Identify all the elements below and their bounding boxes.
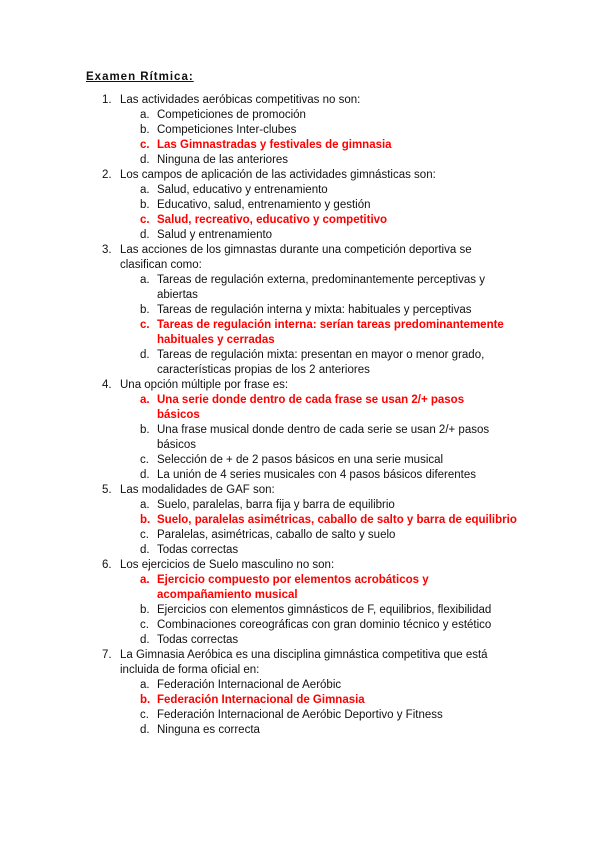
option-correct [120, 318, 507, 348]
option-letter: c. [140, 139, 150, 151]
question-number: 6. [102, 559, 112, 571]
question-number: 5. [102, 484, 112, 496]
option-letter: d. [140, 634, 150, 646]
option-text: Todas correctas [157, 544, 239, 556]
option-letter: c. [140, 214, 150, 226]
option [120, 228, 507, 243]
option-text: Paralelas, asimétricas, caballo de salto y suelo [157, 529, 396, 541]
option-letter: a. [140, 499, 150, 511]
option-letter: d. [140, 724, 150, 736]
option-text: La unión de 4 series musicales con 4 pasos básicos diferentes [157, 469, 476, 481]
option [120, 498, 507, 513]
option-text: Educativo, salud, entrenamiento y gestión [157, 199, 371, 211]
question-number: 3. [102, 244, 112, 256]
option [120, 453, 507, 468]
option-correct [120, 573, 507, 603]
option-text: Tareas de regulación externa, predominantemente perceptivas y abiertas [157, 274, 485, 301]
option-text: Tareas de regulación interna y mixta: habituales y perceptivas [157, 304, 472, 316]
option-text: Salud y entrenamiento [157, 229, 273, 241]
question-6 [0, 558, 515, 648]
question-3 [0, 243, 515, 378]
question-number: 1. [102, 94, 112, 106]
option-letter: b. [140, 694, 151, 706]
option-letter: a. [140, 574, 150, 586]
option-letter: a. [140, 679, 150, 691]
question-number: 7. [102, 649, 112, 661]
question-number: 4. [102, 379, 112, 391]
option-letter: c. [140, 319, 150, 331]
option [120, 183, 507, 198]
question-text: Las modalidades de GAF son: [120, 484, 275, 496]
option [120, 348, 507, 378]
option [120, 543, 507, 558]
option-text: Federación Internacional de Gimnasia [157, 694, 365, 706]
option-text: Una serie donde dentro de cada frase se usan 2/+ pasos básicos [157, 394, 465, 421]
option-list [120, 183, 515, 243]
option-text: Tareas de regulación interna: serían tareas predominantemente habituales y cerradas [157, 319, 504, 346]
option [120, 633, 507, 648]
option-letter: c. [140, 454, 149, 466]
option [120, 108, 507, 123]
option-text: Todas correctas [157, 634, 239, 646]
option-list [120, 108, 515, 168]
option [120, 723, 507, 738]
option-text: Combinaciones coreográficas con gran dominio técnico y estético [157, 619, 492, 631]
option [120, 198, 507, 213]
option-letter: b. [140, 514, 151, 526]
option-list [120, 678, 515, 738]
option-letter: d. [140, 469, 150, 481]
option-text: Suelo, paralelas asimétricas, caballo de salto y barra de equilibrio [157, 514, 517, 526]
option-letter: a. [140, 109, 150, 121]
option [120, 423, 507, 453]
option [120, 303, 507, 318]
option-text: Selección de + de 2 pasos básicos en una serie musical [157, 454, 444, 466]
option-text: Ninguna es correcta [157, 724, 260, 736]
option-letter: b. [140, 304, 150, 316]
option-letter: b. [140, 604, 150, 616]
option-text: Competiciones Inter-clubes [157, 124, 297, 136]
option-list [120, 393, 515, 483]
question-4 [0, 378, 515, 483]
question-list [0, 93, 600, 738]
option-correct [120, 693, 507, 708]
option-letter: d. [140, 544, 150, 556]
question-7 [0, 648, 515, 738]
option [120, 678, 507, 693]
option-correct [120, 513, 517, 528]
question-text: Las acciones de los gimnastas durante una competición deportiva se clasifican como: [120, 244, 472, 271]
option-text: Ejercicios con elementos gimnásticos de F, equilibrios, flexibilidad [157, 604, 492, 616]
option-text: Salud, recreativo, educativo y competitivo [157, 214, 388, 226]
option [120, 468, 507, 483]
option-letter: b. [140, 124, 150, 136]
question-number: 2. [102, 169, 112, 181]
question-5 [0, 483, 515, 558]
question-2 [0, 168, 515, 243]
option [120, 708, 507, 723]
option-letter: a. [140, 394, 150, 406]
question-text: La Gimnasia Aeróbica es una disciplina gimnástica competitiva que está incluida de forma oficial en: [120, 649, 488, 676]
question-text: Los campos de aplicación de las actividades gimnásticas son: [120, 169, 436, 181]
option [120, 618, 507, 633]
question-1 [0, 93, 515, 168]
option-list [120, 573, 515, 648]
option-text: Salud, educativo y entrenamiento [157, 184, 328, 196]
option-letter: c. [140, 619, 149, 631]
option-text: Federación Internacional de Aeróbic [157, 679, 342, 691]
option-text: Tareas de regulación mixta: presentan en mayor o menor grado, características propias de los 2 anteriores [157, 349, 485, 376]
option-correct [120, 213, 507, 228]
option [120, 603, 507, 618]
option [120, 123, 507, 138]
option-text: Suelo, paralelas, barra fija y barra de equilibrio [157, 499, 395, 511]
option [120, 273, 507, 303]
option [120, 153, 507, 168]
option-text: Ninguna de las anteriores [157, 154, 289, 166]
option-list [120, 273, 515, 378]
question-text: Las actividades aeróbicas competitivas no son: [120, 94, 361, 106]
option-letter: a. [140, 184, 150, 196]
option-letter: d. [140, 154, 150, 166]
option-letter: b. [140, 199, 150, 211]
option [120, 528, 507, 543]
option-list [120, 498, 515, 558]
option-letter: a. [140, 274, 150, 286]
question-text: Una opción múltiple por frase es: [120, 379, 289, 391]
option-text: Las Gimnastradas y festivales de gimnasia [157, 139, 392, 151]
option-letter: b. [140, 424, 150, 436]
option-letter: d. [140, 349, 150, 361]
option-text: Ejercicio compuesto por elementos acrobáticos y acompañamiento musical [157, 574, 429, 601]
option-text: Competiciones de promoción [157, 109, 306, 121]
option-correct [120, 393, 507, 423]
question-text: Los ejercicios de Suelo masculino no son: [120, 559, 335, 571]
option-letter: c. [140, 529, 149, 541]
option-letter: c. [140, 709, 149, 721]
page-title: Examen Rítmica: [86, 71, 194, 83]
option-correct [120, 138, 507, 153]
option-text: Federación Internacional de Aeróbic Deportivo y Fitness [157, 709, 443, 721]
option-text: Una frase musical donde dentro de cada serie se usan 2/+ pasos básicos [157, 424, 490, 451]
option-letter: d. [140, 229, 150, 241]
